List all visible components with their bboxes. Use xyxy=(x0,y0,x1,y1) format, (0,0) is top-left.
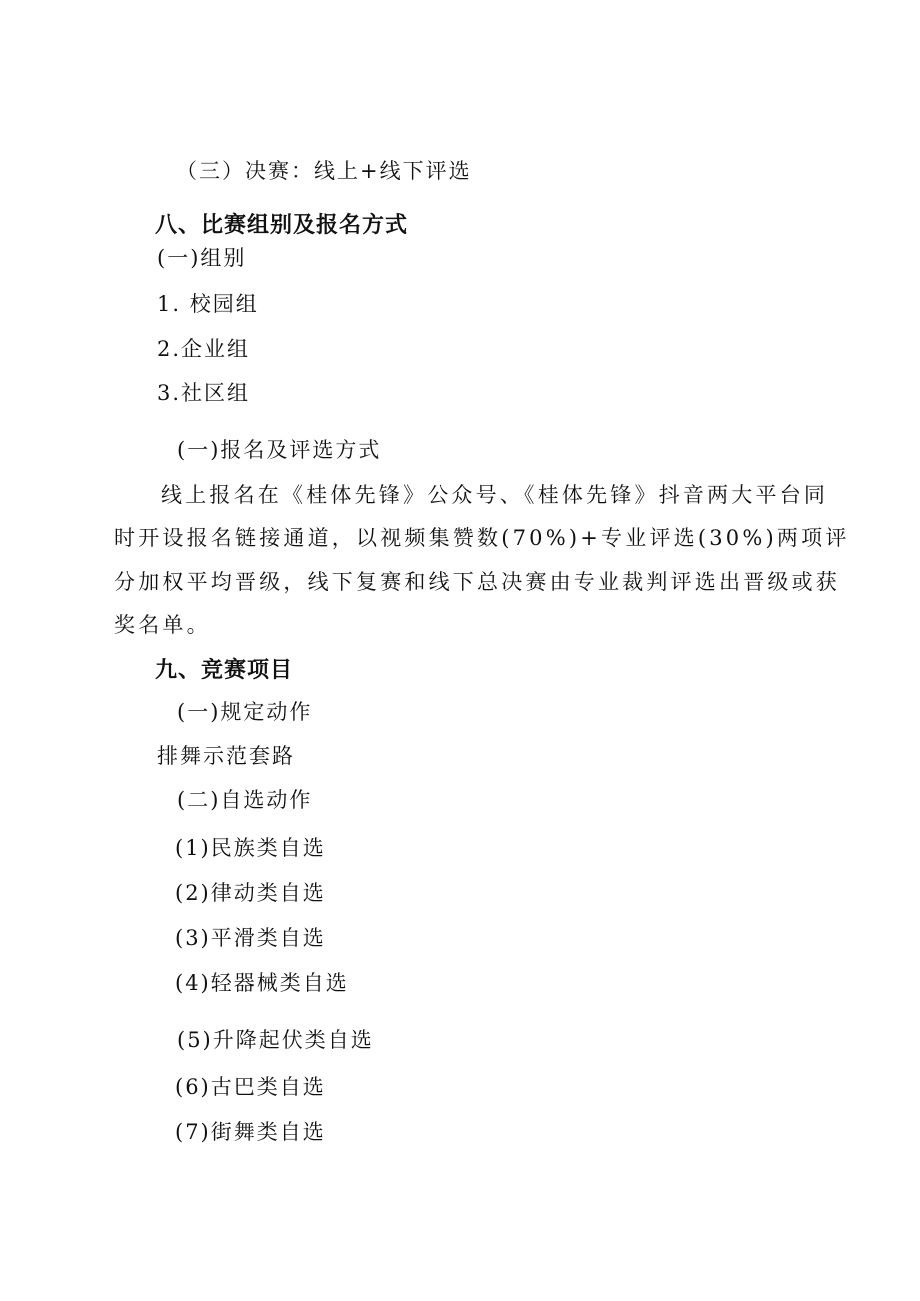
optional-item: (5)升降起伏类自选 xyxy=(177,1028,374,1052)
required-title: (一)规定动作 xyxy=(177,700,313,724)
optional-title: (二)自选动作 xyxy=(177,788,313,812)
optional-item: (2)律动类自选 xyxy=(175,881,326,905)
group-item: 2.企业组 xyxy=(157,337,251,361)
required-item: 排舞示范套路 xyxy=(157,744,295,768)
group-item: 3.社区组 xyxy=(157,381,251,405)
final-round-line: （三）决赛：线上+线下评选 xyxy=(176,159,472,183)
optional-item: (1)民族类自选 xyxy=(175,836,326,860)
groups-title: (一)组别 xyxy=(157,246,247,270)
optional-item: (6)古巴类自选 xyxy=(175,1075,326,1099)
signup-paragraph-line: 线上报名在《桂体先锋》公众号、《桂体先锋》抖音两大平台同 xyxy=(161,483,829,507)
signup-title: (一)报名及评选方式 xyxy=(177,438,382,462)
optional-item: (3)平滑类自选 xyxy=(175,926,326,950)
section-8-heading: 八、比赛组别及报名方式 xyxy=(155,213,409,238)
group-item: 1. 校园组 xyxy=(157,292,259,316)
signup-paragraph-line: 时开设报名链接通道，以视频集赞数(70%)+专业评选(30%)两项评 xyxy=(114,526,850,550)
signup-paragraph-line: 奖名单。 xyxy=(114,613,211,637)
section-9-heading: 九、竞赛项目 xyxy=(155,658,294,683)
signup-paragraph-line: 分加权平均晋级，线下复赛和线下总决赛由专业裁判评选出晋级或获 xyxy=(114,570,840,594)
optional-item: (7)街舞类自选 xyxy=(175,1120,326,1144)
optional-item: (4)轻器械类自选 xyxy=(175,971,349,995)
